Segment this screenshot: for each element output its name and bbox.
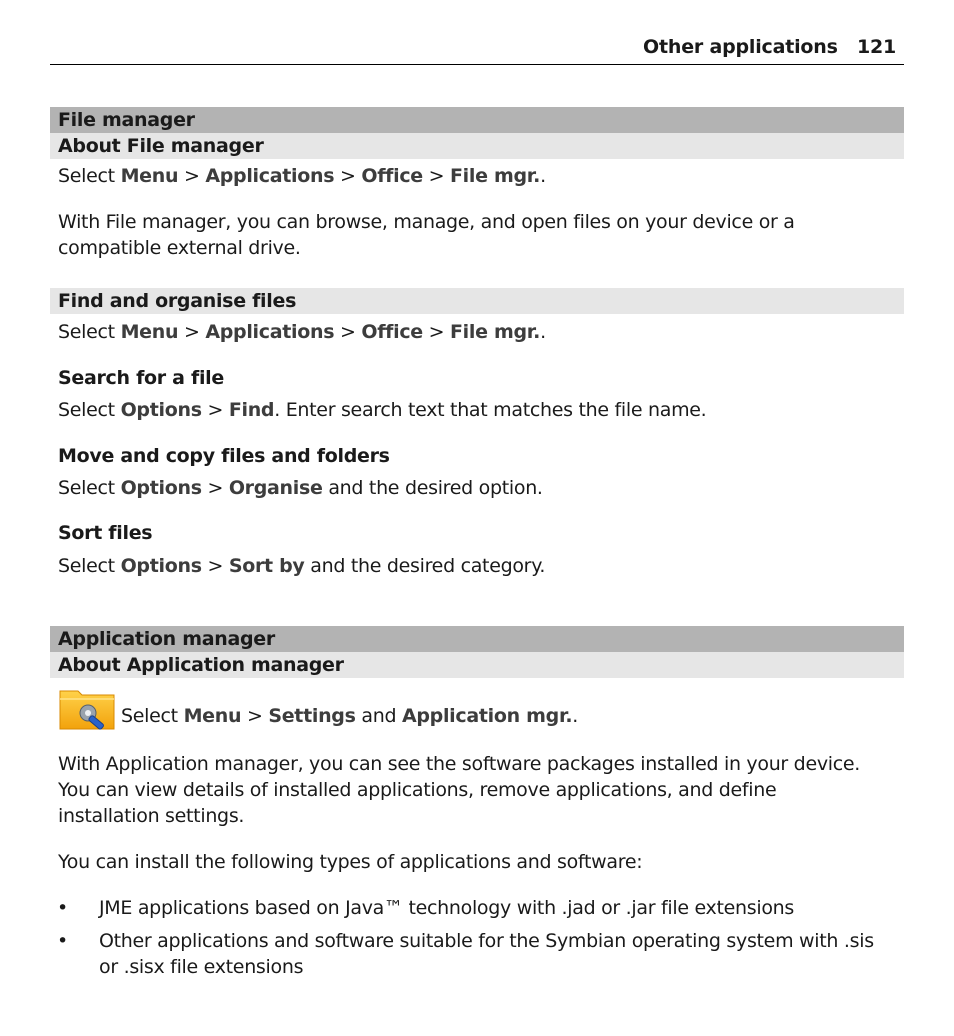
path-find-organise: Select Menu > Applications > Office > File mgr.. <box>58 321 546 343</box>
application-manager-icon <box>58 685 116 731</box>
office-label: Office <box>361 165 423 187</box>
list-item: JME applications based on Java™ technology with .jad or .jar file extensions <box>99 897 794 919</box>
list-item: Other applications and software suitable for the Symbian operating system with .sis or .sisx file extensions <box>99 930 874 978</box>
subheading-search-file: Search for a file <box>58 367 224 389</box>
application-manager-description: With Application manager, you can see the software packages installed in your device. You can view details of installed applications, remove applications, and define installation settings. <box>58 753 861 827</box>
instruction-move-copy: Select Options > Organise and the desired option. <box>58 477 543 499</box>
page-number: 121 <box>856 36 896 58</box>
heading-about-file-manager: About File manager <box>50 133 904 159</box>
install-types-intro: You can install the following types of applications and software: <box>58 851 643 873</box>
heading-find-organise: Find and organise files <box>50 288 904 314</box>
section-title-file-manager: File manager <box>50 107 904 133</box>
file-manager-description: With File manager, you can browse, manage, and open files on your device or a compatible external drive. <box>58 211 795 259</box>
bullet-marker: • <box>57 897 69 919</box>
header-text <box>643 36 896 58</box>
running-header <box>50 36 904 65</box>
instruction-sort-files: Select Options > Sort by and the desired category. <box>58 555 546 577</box>
instruction-search-file: Select Options > Find. Enter search text that matches the file name. <box>58 399 707 421</box>
path-application-manager: Select Menu > Settings and Application mgr.. <box>121 705 578 727</box>
subheading-move-copy: Move and copy files and folders <box>58 445 390 467</box>
subheading-sort-files: Sort files <box>58 522 153 544</box>
bullet-marker: • <box>57 930 69 952</box>
header-section: Other applications <box>643 36 838 58</box>
file-mgr-label: File mgr. <box>450 165 541 187</box>
section-title-application-manager: Application manager <box>50 626 904 652</box>
menu-label: Menu <box>120 165 179 187</box>
applications-label: Applications <box>205 165 335 187</box>
path-about-file-manager: Select Menu > Applications > Office > File mgr.. <box>58 165 546 187</box>
heading-about-application-manager: About Application manager <box>50 652 904 678</box>
